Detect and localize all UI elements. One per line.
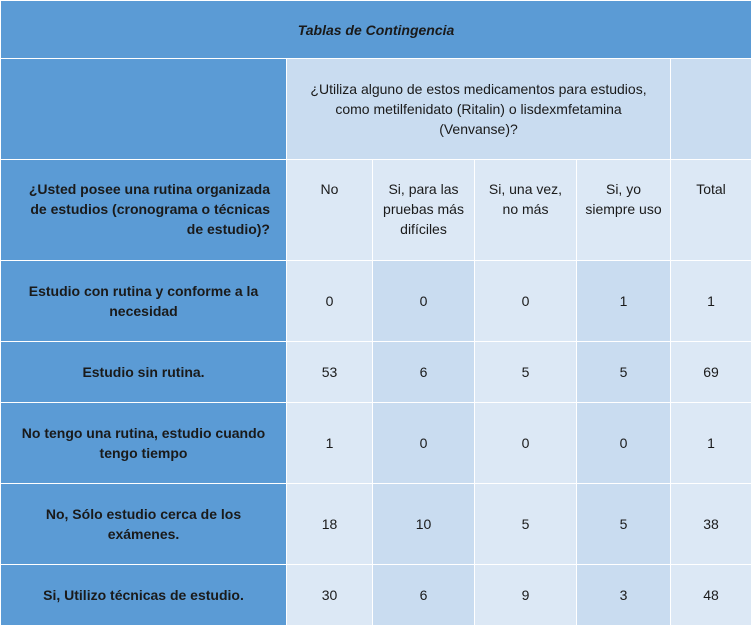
- table-cell: 3: [577, 565, 671, 626]
- col-header-total: Total: [671, 160, 751, 261]
- table-cell: 10: [373, 484, 475, 565]
- table-row: [1, 261, 751, 342]
- table-title: Tablas de Contingencia: [1, 1, 751, 59]
- row-question: ¿Usted posee una rutina organizada de estudios (cronograma o técnicas de estudio)?: [1, 160, 287, 261]
- table-cell: 5: [475, 342, 577, 403]
- table-cell: 38: [671, 484, 751, 565]
- corner-cell: [1, 59, 287, 160]
- table-row: [1, 403, 751, 484]
- row-label: No tengo una rutina, estudio cuando tengo tiempo: [1, 403, 287, 484]
- table-cell: 1: [671, 403, 751, 484]
- col-header-no: No: [287, 160, 373, 261]
- row-label: Estudio sin rutina.: [1, 342, 287, 403]
- table-cell: 0: [373, 403, 475, 484]
- table-cell: 6: [373, 565, 475, 626]
- col-header-si-siempre: Si, yo siempre uso: [577, 160, 671, 261]
- table-cell: 6: [373, 342, 475, 403]
- table-row: [1, 484, 751, 565]
- table-cell: 0: [373, 261, 475, 342]
- table-cell: 1: [577, 261, 671, 342]
- column-question: ¿Utiliza alguno de estos medicamentos para estudios, como metilfenidato (Ritalin) o lisdexmfetamina (Venvanse)?: [287, 59, 671, 160]
- table-cell: 9: [475, 565, 577, 626]
- column-question-blank: [671, 59, 751, 160]
- table-cell: 1: [671, 261, 751, 342]
- table-cell: 0: [287, 261, 373, 342]
- table-row: [1, 342, 751, 403]
- row-label: Si, Utilizo técnicas de estudio.: [1, 565, 287, 626]
- table-cell: 5: [475, 484, 577, 565]
- col-header-si-pruebas: Si, para las pruebas más difíciles: [373, 160, 475, 261]
- table-row: [1, 565, 751, 626]
- table-cell: 5: [577, 484, 671, 565]
- row-label: Estudio con rutina y conforme a la necesidad: [1, 261, 287, 342]
- table-cell: 1: [287, 403, 373, 484]
- table-cell: 0: [475, 403, 577, 484]
- table-cell: 0: [475, 261, 577, 342]
- table-cell: 69: [671, 342, 751, 403]
- table-cell: 5: [577, 342, 671, 403]
- col-header-si-una-vez: Si, una vez, no más: [475, 160, 577, 261]
- table-cell: 30: [287, 565, 373, 626]
- table-cell: 0: [577, 403, 671, 484]
- row-label: No, Sólo estudio cerca de los exámenes.: [1, 484, 287, 565]
- table-cell: 18: [287, 484, 373, 565]
- table-cell: 48: [671, 565, 751, 626]
- table-cell: 53: [287, 342, 373, 403]
